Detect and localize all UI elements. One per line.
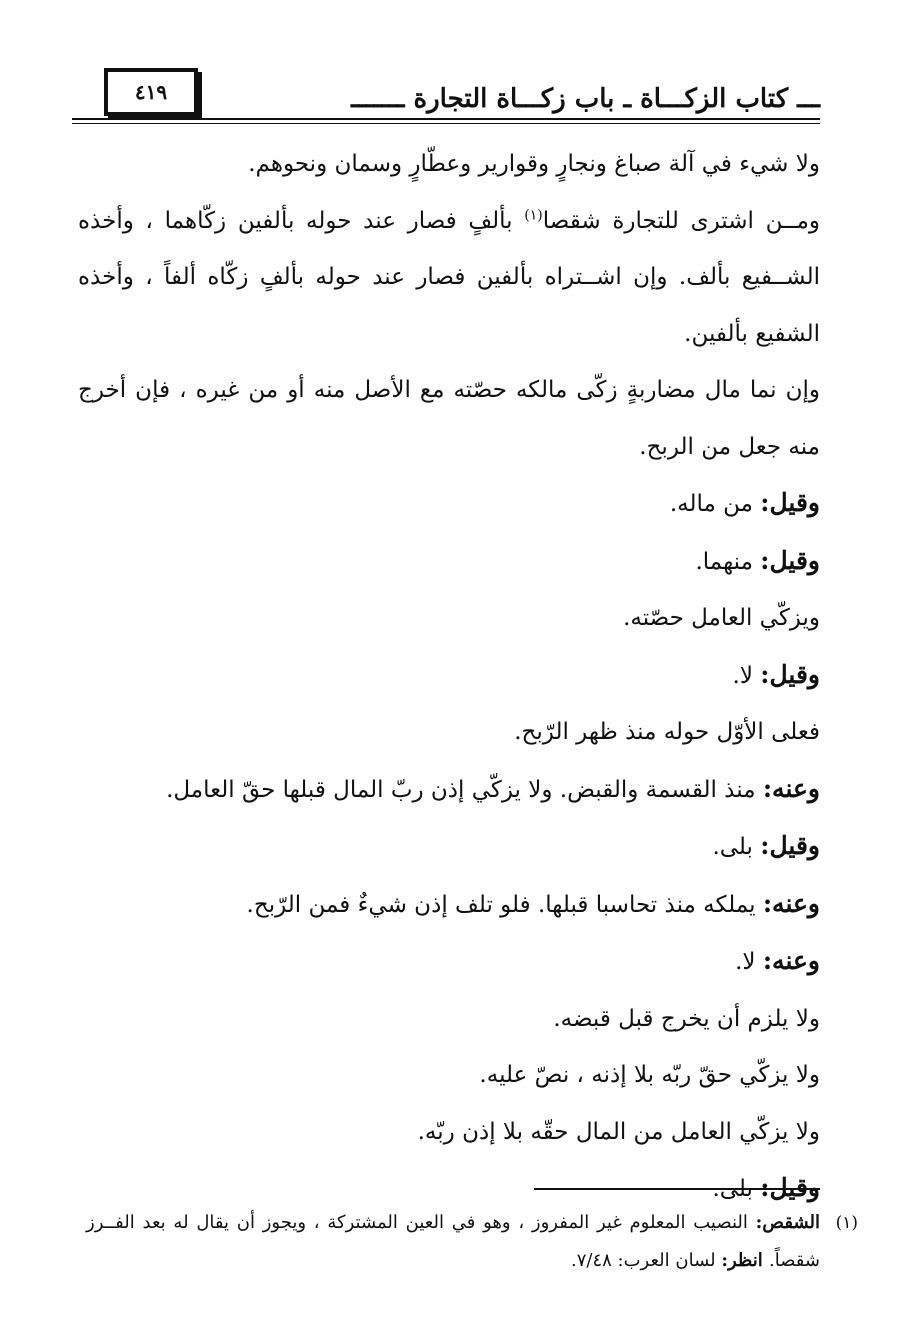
label: وعنه:	[762, 888, 820, 918]
paragraph: ولا يلزم أن يخرج قبل قبضه.	[553, 1005, 820, 1032]
label: وقيل:	[760, 659, 820, 689]
paragraph	[78, 475, 820, 533]
label: وعنه:	[762, 773, 820, 803]
text-run: لا.	[735, 949, 763, 975]
paragraph: فعلى الأوّل حوله منذ ظهر الرّبح.	[514, 719, 820, 745]
label: وقيل:	[760, 1173, 820, 1202]
footnote-marker: (١)	[835, 1213, 858, 1233]
footnote-reference: (١)	[524, 206, 543, 223]
footnote-text	[86, 1204, 820, 1280]
label: وقيل:	[760, 831, 820, 860]
text-run: بلى.	[712, 1176, 761, 1202]
text-run: ومــن اشترى للتجارة شقصا	[542, 207, 820, 234]
label: وقيل:	[760, 488, 820, 517]
paragraph	[78, 647, 820, 705]
text-run: يملكه منذ تحاسبا قبلها. فلو تلف إذن شيءٌ فمن الرّبح.	[246, 891, 763, 918]
header-rule-thin	[72, 123, 820, 124]
footnote-term: الشقص:	[755, 1212, 820, 1233]
text-run: منذ القسمة والقبض. ولا يزكّي إذن ربّ المال قبلها حقّ العامل.	[166, 776, 763, 803]
page-header	[72, 62, 820, 124]
label: وقيل:	[760, 545, 820, 575]
paragraph: ولا يزكّي العامل من المال حقّه بلا إذن ربّه.	[417, 1118, 820, 1145]
main-text	[78, 136, 820, 1218]
label: وعنه:	[762, 946, 820, 975]
text-run: بلى.	[712, 834, 761, 860]
footnote	[86, 1204, 858, 1280]
paragraph	[78, 193, 820, 363]
paragraph	[78, 818, 820, 876]
running-title: ـــ كتاب الزكـــاة ـ باب زكـــاة التجارة ـــــــ	[351, 84, 820, 114]
paragraph: ولا يزكّي حقّ ربّه بلا إذنه ، نصّ عليه.	[479, 1062, 820, 1088]
footnote-see-label: انظر:	[721, 1250, 769, 1271]
text-run: منهما.	[695, 548, 761, 575]
paragraph: وإن نما مال مضاربةٍ زكّى مالكه حصّته مع الأصل منه أو من غيره ، فإن أخرج منه جعل من الربح.	[78, 377, 820, 460]
page-number: ٤١٩	[104, 68, 198, 116]
paragraph	[78, 876, 820, 934]
paragraph	[78, 533, 820, 591]
text-run: لا.	[732, 662, 761, 689]
footnote-definition: النصيب المعلوم غير المفروز ، وهو في العين المشتركة ، ويجوز أن يقال له بعد الفــرز شقصاً.	[86, 1212, 820, 1271]
footnote-source: لسان العرب: ٧/٤٨.	[571, 1250, 722, 1271]
text-run: بألفٍ فصار عند حوله بألفين زكّاهما ، وأخذه الشــفيع بألف. وإن اشــتراه بألفين فصار عند حوله بألفٍ زكّاه ألفاً ، وأخذه الشفيع بألفين.	[78, 207, 820, 347]
paragraph	[78, 933, 820, 991]
header-rule	[72, 118, 820, 120]
paragraph: ويزكّي العامل حصّته.	[623, 605, 820, 631]
footnote-separator	[534, 1188, 820, 1190]
paragraph	[78, 761, 820, 819]
text-run: من ماله.	[669, 491, 761, 517]
paragraph: ولا شيء في آلة صباغ ونجارٍ وقوارير وعطّارٍ وسمان ونحوهم.	[248, 151, 820, 177]
